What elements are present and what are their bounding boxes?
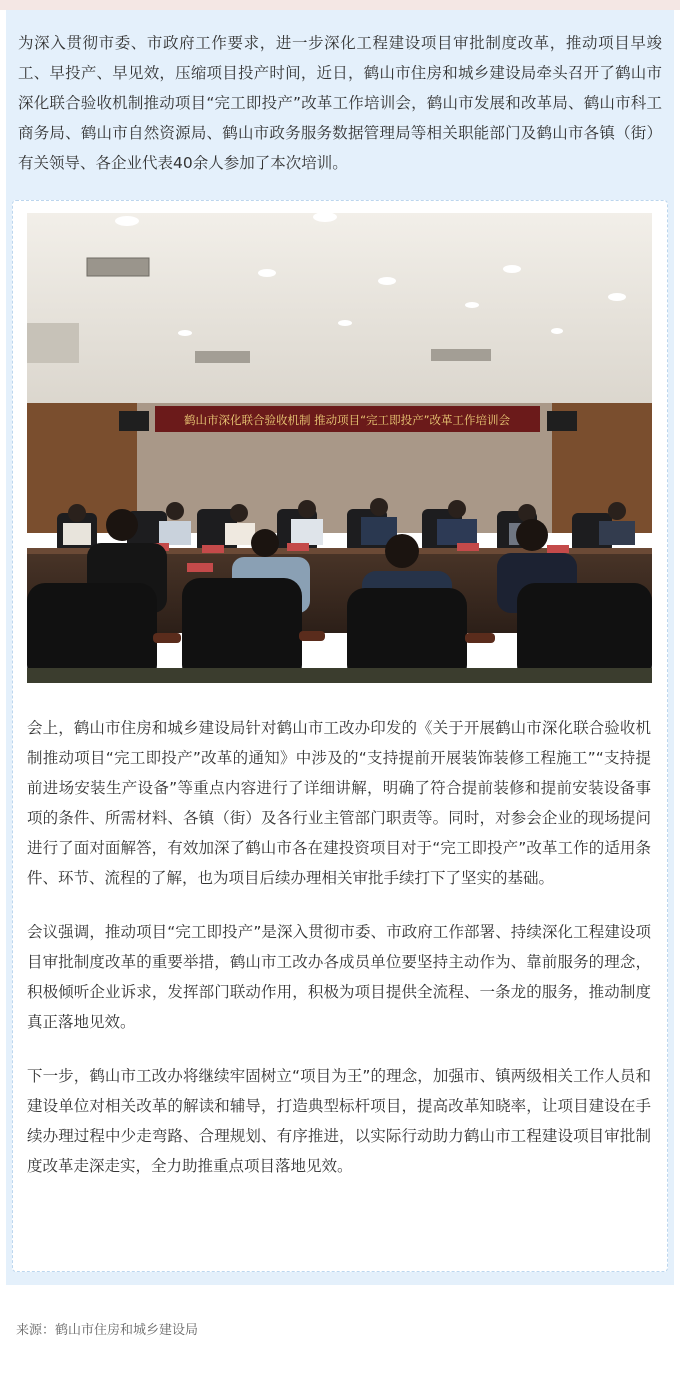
- meeting-banner: 鹤山市深化联合验收机制 推动项目“完工即投产”改革工作培训会: [183, 413, 511, 427]
- meeting-photo: [27, 213, 652, 683]
- top-strip: [0, 0, 680, 10]
- body-paragraph-2: 会议强调，推动项目“完工即投产”是深入贯彻市委、市政府工作部署、持续深化工程建设项目审批制度改革的重要举措，鹤山市工改办各成员单位要坚持主动作为、靠前服务的理念，积极倾听企业诉求，发挥部门联动作用，积极为项目提供全流程、一条龙的服务，推动制度真正落地见效。: [27, 923, 651, 1031]
- body-paragraph-1: 会上，鹤山市住房和城乡建设局针对鹤山市工改办印发的《关于开展鹤山市深化联合验收机制推动项目“完工即投产”改革的通知》中涉及的“支持提前开展装饰装修工程施工”“支持提前进场安装生产设备”等重点内容进行了详细讲解，明确了符合提前装修和提前安装设备事项的条件、所需材料、各镇（街）及各行业主管部门职责等。同时，对参会企业的现场提问进行了面对面解答，有效加深了鹤山市各在建投资项目对于“完工即投产”改革工作的适用条件、环节、流程的了解，也为项目后续办理相关审批手续打下了坚实的基础。: [27, 719, 651, 887]
- article-panel: [6, 10, 674, 1285]
- source-credit: 来源：鹤山市住房和城乡建设局: [16, 1323, 199, 1338]
- body-paragraph-3: 下一步，鹤山市工改办将继续牢固树立“项目为王”的理念，加强市、镇两级相关工作人员和建设单位对相关改革的解读和辅导，打造典型标杆项目，提高改革知晓率，让项目建设在手续办理过程中少走弯路、合理规划、有序推进，以实际行动助力鹤山市工程建设项目审批制度改革走深走实，全力助推重点项目落地见效。: [27, 1067, 651, 1175]
- article-card: [12, 200, 668, 1272]
- intro-paragraph: 为深入贯彻市委、市政府工作要求，进一步深化工程建设项目审批制度改革，推动项目早竣工、早投产、早见效，压缩项目投产时间，近日，鹤山市住房和城乡建设局牵头召开了鹤山市深化联合验收机制推动项目“完工即投产”改革工作培训会，鹤山市发展和改革局、鹤山市科工商务局、鹤山市自然资源局、鹤山市政务服务数据管理局等相关职能部门及鹤山市各镇（街）有关领导、各企业代表40余人参加了本次培训。: [18, 34, 662, 172]
